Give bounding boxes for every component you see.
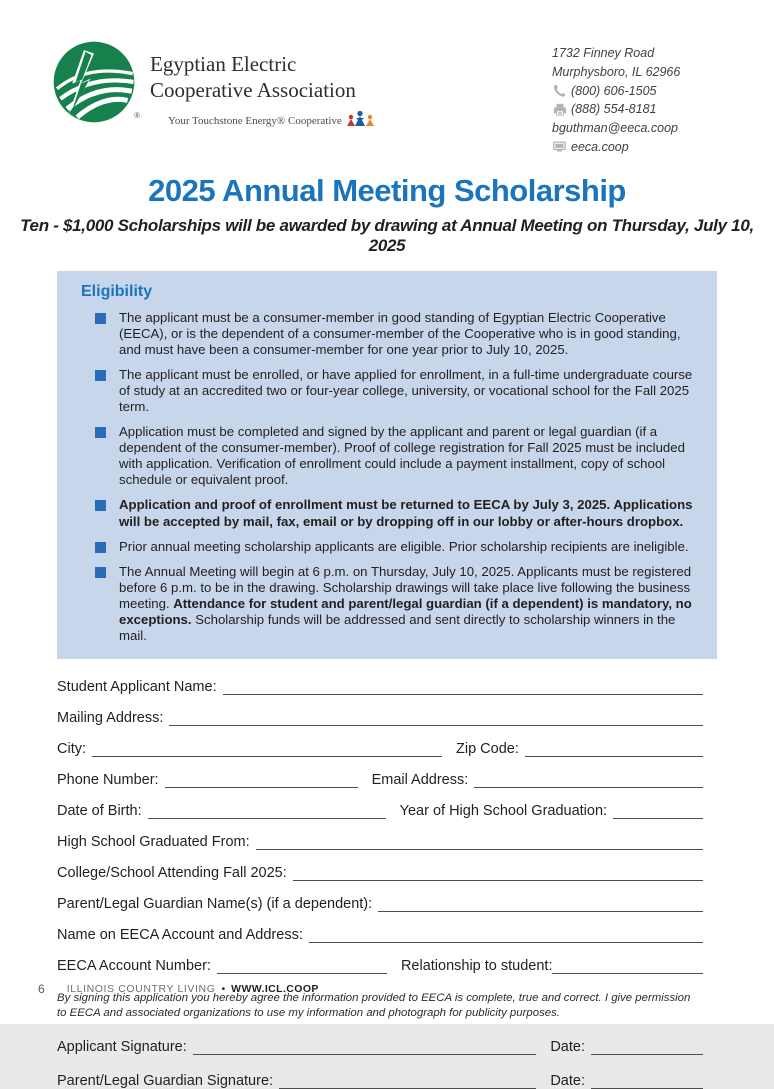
eeca-logo-graphic: [52, 40, 136, 124]
email-fill-line: [474, 776, 703, 788]
bullet-square-icon: [95, 427, 106, 438]
high-school-fill-line: [256, 838, 703, 850]
field-row-applicant-signature: [57, 1037, 703, 1055]
legal-agreement-text: By signing this application you hereby agree the information provided to EECA is complete, true and correct. I give permission to EECA and associated organizations to use my information and photograph for publicity purposes.: [57, 992, 691, 1020]
applicant-signature-fill-line: [193, 1043, 537, 1055]
email-label: Email Address:: [371, 771, 469, 788]
date-label: Date:: [550, 1072, 585, 1089]
phone-label: Phone Number:: [57, 771, 159, 788]
bullet-square-icon: [95, 313, 106, 324]
contact-email: bguthman@eeca.coop: [552, 121, 678, 135]
footer-separator: •: [221, 983, 226, 995]
eligibility-bullet-4: [81, 497, 699, 529]
field-row-city-zip: [57, 739, 703, 757]
field-row-guardian-signature: [57, 1071, 703, 1089]
phone-fill-line: [165, 776, 358, 788]
applicant-signature-label: Applicant Signature:: [57, 1038, 187, 1055]
page-subtitle: Ten - $1,000 Scholarships will be awarded by drawing at Annual Meeting on Thursday, July 10, 2025: [20, 215, 754, 255]
grad-year-label: Year of High School Graduation:: [399, 802, 608, 819]
city-label: City:: [57, 740, 86, 757]
city-fill-line: [92, 745, 442, 757]
dob-fill-line: [148, 807, 386, 819]
applicant-date-fill-line: [591, 1043, 703, 1055]
bullet-text: The applicant must be a consumer-member in good standing of Egyptian Electric Cooperative (EECA), or is the dependent of a consumer-member of the Cooperative who is in good standing, and must have been a consumer-member for one year prior to July 10, 2025.: [119, 309, 681, 357]
bullet-text-bold: Attendance for student and parent/legal guardian (if a dependent) is mandatory, no exceptions.: [119, 595, 692, 627]
page-title: 2025 Annual Meeting Scholarship: [148, 172, 626, 208]
field-row-student-name: [57, 677, 703, 695]
zip-label: Zip Code:: [456, 740, 519, 757]
student-name-fill-line: [223, 683, 703, 695]
field-row-account-number: [57, 956, 703, 974]
footer-page-number: 6: [38, 982, 45, 996]
field-row-high-school: [57, 832, 703, 850]
college-label: College/School Attending Fall 2025:: [57, 864, 287, 881]
bullet-text-regular: The Annual Meeting will begin at 6 p.m. on Thursday, July 10, 2025. Applicants must be registered before 6 p.m. to be in the drawing. Scholarship drawings will take place live following the business meeting.: [119, 563, 692, 611]
page-footer: [38, 982, 319, 996]
header: [0, 0, 774, 157]
tagline-row: [168, 110, 376, 132]
bullet-square-icon: [95, 542, 106, 553]
website-icon: [552, 141, 567, 153]
guardian-date-fill-line: [591, 1077, 703, 1089]
bullet-text-regular: Scholarship funds will be addressed and sent directly to scholarship winners in the mail.: [119, 612, 676, 644]
signature-section: [57, 1037, 703, 1089]
guardian-signature-fill-line: [279, 1077, 536, 1089]
org-name-line2: Cooperative Association: [150, 77, 356, 102]
footer-url: WWW.ICL.COOP: [231, 983, 319, 995]
logo-registered-mark: ®: [134, 111, 140, 120]
bullet-text: [119, 564, 699, 644]
high-school-label: High School Graduated From:: [57, 833, 250, 850]
brand-text: [150, 40, 376, 132]
field-row-mailing-address: [57, 708, 703, 726]
bullet-text: Application must be completed and signed by the applicant and parent or legal guardian (if a dependent of the consumer-member). Proof of college registration for Fall 2025 must be included with application. Verification of enrollment could include a payment installment, copy of school schedule or equivalent proof.: [119, 424, 685, 488]
contact-fax: (888) 554-8181: [571, 102, 657, 117]
field-row-phone-email: [57, 770, 703, 788]
field-row-guardian-name: [57, 894, 703, 912]
bullet-text: Prior annual meeting scholarship applicants are eligible. Prior scholarship recipients are ineligible.: [119, 538, 689, 554]
contact-address-line2: Murphysboro, IL 62966: [552, 64, 681, 79]
student-name-label: Student Applicant Name:: [57, 678, 217, 695]
eligibility-box: [57, 271, 717, 660]
mailing-address-fill-line: [169, 714, 703, 726]
bullet-square-icon: [95, 370, 106, 381]
college-fill-line: [293, 869, 703, 881]
relationship-label: Relationship to student:: [400, 957, 553, 974]
mailing-address-label: Mailing Address:: [57, 709, 164, 726]
contact-address-line1: 1732 Finney Road: [552, 46, 655, 60]
bullet-square-icon: [95, 500, 106, 511]
bullet-text: The applicant must be enrolled, or have applied for enrollment, in a full-time undergraduate course of study at an accredited two or four-year college, university, or vocational school for the Fall 2025 term.: [119, 366, 693, 414]
zip-fill-line: [525, 745, 703, 757]
eligibility-heading: Eligibility: [81, 282, 153, 300]
dob-label: Date of Birth:: [57, 802, 142, 819]
bullet-text: Application and proof of enrollment must be returned to EECA by July 3, 2025. Applications will be accepted by mail, fax, email or by dropping off in our lobby or after-hours dropbox.: [119, 497, 693, 529]
eligibility-bullet-5: [81, 539, 699, 555]
field-row-college: [57, 863, 703, 881]
guardian-signature-label: Parent/Legal Guardian Signature:: [57, 1072, 274, 1089]
contact-block: [552, 40, 724, 157]
fax-icon: [552, 103, 567, 116]
brand-block: [52, 40, 376, 157]
grad-year-fill-line: [613, 807, 703, 819]
application-form: [57, 677, 703, 974]
date-label: Date:: [550, 1038, 585, 1055]
bullet-square-icon: [95, 567, 106, 578]
account-name-label: Name on EECA Account and Address:: [57, 926, 303, 943]
touchstone-tagline: Your Touchstone Energy® Cooperative: [168, 115, 342, 128]
footer-publication: ILLINOIS COUNTRY LIVING: [66, 983, 216, 995]
guardian-name-label: Parent/Legal Guardian Name(s) (if a dependent):: [57, 895, 373, 912]
account-name-fill-line: [309, 931, 703, 943]
field-row-account-name: [57, 925, 703, 943]
org-name: [150, 52, 376, 103]
eligibility-bullet-2: [81, 367, 699, 415]
relationship-fill-line: [552, 962, 703, 974]
account-number-label: EECA Account Number:: [57, 957, 211, 974]
contact-website: eeca.coop: [571, 139, 629, 154]
eligibility-bullet-1: [81, 310, 699, 358]
eligibility-bullet-6: [81, 564, 699, 644]
eeca-logo-icon: [52, 40, 140, 124]
guardian-name-fill-line: [378, 900, 703, 912]
phone-icon: [552, 84, 567, 97]
touchstone-figures-icon: [346, 110, 376, 132]
org-name-line1: Egyptian Electric: [150, 52, 297, 76]
field-row-dob-gradyear: [57, 801, 703, 819]
eligibility-bullet-3: [81, 424, 699, 488]
contact-phone: (800) 606-1505: [571, 83, 657, 98]
account-number-fill-line: [217, 962, 387, 974]
